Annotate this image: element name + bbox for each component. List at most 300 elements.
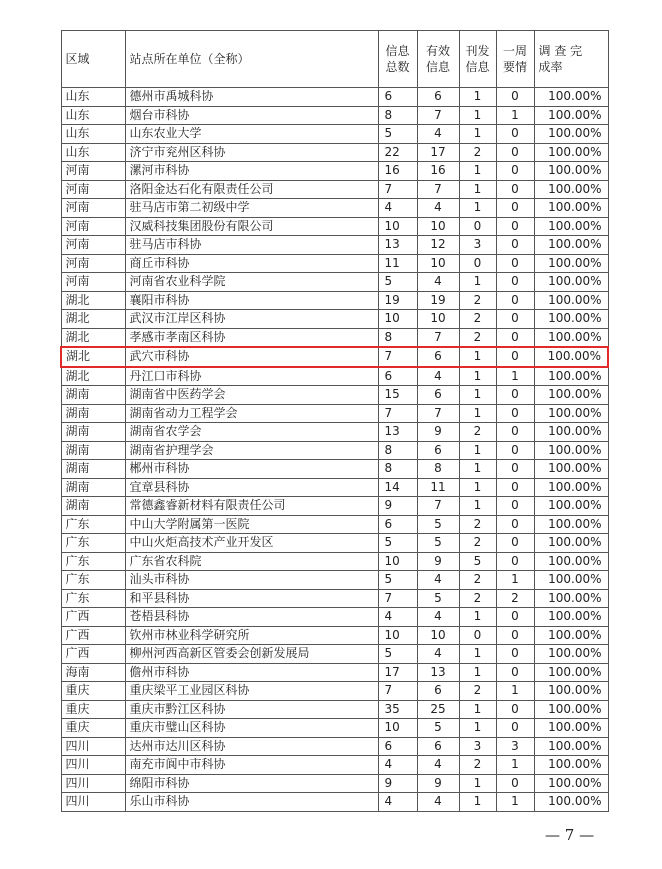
cell-total: 4 [378, 608, 417, 627]
cell-region: 湖北 [61, 367, 125, 386]
header-weekly [496, 31, 534, 88]
cell-published: 1 [459, 460, 496, 479]
cell-total: 7 [378, 404, 417, 423]
cell-total: 9 [378, 497, 417, 516]
cell-weekly: 1 [496, 106, 534, 125]
cell-valid: 12 [417, 236, 459, 255]
cell-published: 1 [459, 478, 496, 497]
cell-published: 3 [459, 236, 496, 255]
cell-published: 2 [459, 589, 496, 608]
cell-valid: 4 [417, 645, 459, 664]
cell-total: 19 [378, 291, 417, 310]
cell-total: 22 [378, 143, 417, 162]
cell-valid: 4 [417, 273, 459, 292]
cell-rate: 100.00% [534, 423, 608, 442]
cell-rate: 100.00% [534, 737, 608, 756]
cell-weekly: 1 [496, 367, 534, 386]
table-row [61, 328, 608, 347]
cell-weekly: 0 [496, 626, 534, 645]
cell-total: 10 [378, 719, 417, 738]
cell-unit: 湖南省护理学会 [125, 441, 378, 460]
table-row [61, 423, 608, 442]
cell-region: 山东 [61, 125, 125, 144]
cell-region: 四川 [61, 756, 125, 775]
cell-unit: 丹江口市科协 [125, 367, 378, 386]
cell-region: 河南 [61, 180, 125, 199]
cell-weekly: 0 [496, 478, 534, 497]
cell-total: 16 [378, 162, 417, 181]
cell-unit: 漯河市科协 [125, 162, 378, 181]
cell-valid: 11 [417, 478, 459, 497]
table-row [61, 310, 608, 329]
cell-rate: 100.00% [534, 793, 608, 812]
cell-valid: 5 [417, 589, 459, 608]
cell-unit: 武穴市科协 [125, 347, 378, 367]
cell-valid: 8 [417, 460, 459, 479]
table-row-highlighted [61, 347, 608, 367]
cell-published: 1 [459, 125, 496, 144]
cell-region: 湖南 [61, 478, 125, 497]
header-total-line2: 总数 [385, 60, 410, 74]
cell-published: 0 [459, 217, 496, 236]
table-row [61, 682, 608, 701]
cell-unit: 驻马店市科协 [125, 236, 378, 255]
cell-rate: 100.00% [534, 534, 608, 553]
cell-region: 河南 [61, 199, 125, 218]
cell-region: 广东 [61, 515, 125, 534]
cell-region: 广西 [61, 645, 125, 664]
table-row [61, 589, 608, 608]
cell-weekly: 0 [496, 199, 534, 218]
table-row [61, 143, 608, 162]
cell-region: 山东 [61, 106, 125, 125]
cell-weekly: 0 [496, 515, 534, 534]
table-row [61, 608, 608, 627]
cell-published: 1 [459, 386, 496, 405]
cell-rate: 100.00% [534, 460, 608, 479]
cell-total: 7 [378, 682, 417, 701]
cell-unit: 济宁市兖州区科协 [125, 143, 378, 162]
cell-published: 2 [459, 143, 496, 162]
cell-valid: 16 [417, 162, 459, 181]
cell-total: 10 [378, 626, 417, 645]
cell-rate: 100.00% [534, 515, 608, 534]
cell-published: 1 [459, 441, 496, 460]
cell-rate: 100.00% [534, 756, 608, 775]
table-row [61, 441, 608, 460]
cell-rate: 100.00% [534, 328, 608, 347]
cell-region: 湖南 [61, 441, 125, 460]
cell-unit: 洛阳金达石化有限责任公司 [125, 180, 378, 199]
cell-total: 8 [378, 460, 417, 479]
cell-published: 1 [459, 404, 496, 423]
table-row [61, 273, 608, 292]
cell-rate: 100.00% [534, 106, 608, 125]
table-row [61, 199, 608, 218]
cell-weekly: 0 [496, 552, 534, 571]
cell-total: 8 [378, 328, 417, 347]
cell-valid: 6 [417, 347, 459, 367]
header-unit: 站点所在单位（全称） [125, 31, 378, 88]
cell-region: 河南 [61, 254, 125, 273]
cell-total: 4 [378, 756, 417, 775]
cell-published: 1 [459, 88, 496, 107]
cell-published: 1 [459, 347, 496, 367]
header-valid [417, 31, 459, 88]
cell-unit: 烟台市科协 [125, 106, 378, 125]
table-row [61, 626, 608, 645]
cell-published: 1 [459, 700, 496, 719]
cell-published: 1 [459, 793, 496, 812]
cell-rate: 100.00% [534, 608, 608, 627]
cell-published: 0 [459, 254, 496, 273]
cell-published: 1 [459, 608, 496, 627]
cell-unit: 广东省农科院 [125, 552, 378, 571]
cell-total: 8 [378, 441, 417, 460]
cell-weekly: 0 [496, 143, 534, 162]
cell-published: 2 [459, 515, 496, 534]
cell-published: 1 [459, 645, 496, 664]
table-row [61, 478, 608, 497]
cell-valid: 10 [417, 217, 459, 236]
cell-valid: 5 [417, 719, 459, 738]
cell-region: 广东 [61, 589, 125, 608]
header-valid-line2: 信息 [425, 60, 450, 74]
cell-valid: 4 [417, 367, 459, 386]
cell-rate: 100.00% [534, 254, 608, 273]
cell-region: 四川 [61, 793, 125, 812]
cell-rate: 100.00% [534, 497, 608, 516]
cell-weekly: 0 [496, 180, 534, 199]
cell-total: 10 [378, 310, 417, 329]
cell-region: 湖南 [61, 423, 125, 442]
cell-valid: 6 [417, 682, 459, 701]
cell-rate: 100.00% [534, 645, 608, 664]
cell-published: 1 [459, 162, 496, 181]
table-row [61, 367, 608, 386]
cell-valid: 5 [417, 515, 459, 534]
cell-region: 湖南 [61, 460, 125, 479]
cell-weekly: 0 [496, 310, 534, 329]
table-row [61, 700, 608, 719]
cell-weekly: 0 [496, 423, 534, 442]
cell-published: 1 [459, 497, 496, 516]
cell-published: 1 [459, 273, 496, 292]
cell-region: 广东 [61, 552, 125, 571]
cell-valid: 7 [417, 404, 459, 423]
cell-published: 2 [459, 571, 496, 590]
cell-weekly: 0 [496, 162, 534, 181]
cell-total: 7 [378, 347, 417, 367]
cell-rate: 100.00% [534, 571, 608, 590]
cell-region: 山东 [61, 143, 125, 162]
cell-unit: 河南省农业科学院 [125, 273, 378, 292]
cell-published: 1 [459, 774, 496, 793]
cell-unit: 苍梧县科协 [125, 608, 378, 627]
cell-valid: 9 [417, 552, 459, 571]
cell-rate: 100.00% [534, 478, 608, 497]
cell-published: 1 [459, 199, 496, 218]
table-row [61, 254, 608, 273]
cell-valid: 7 [417, 328, 459, 347]
cell-weekly: 0 [496, 254, 534, 273]
cell-rate: 100.00% [534, 552, 608, 571]
header-total [378, 31, 417, 88]
table-row [61, 663, 608, 682]
cell-weekly: 0 [496, 774, 534, 793]
cell-weekly: 0 [496, 328, 534, 347]
cell-total: 8 [378, 106, 417, 125]
table-row [61, 571, 608, 590]
table-row [61, 88, 608, 107]
cell-rate: 100.00% [534, 404, 608, 423]
cell-unit: 襄阳市科协 [125, 291, 378, 310]
cell-total: 11 [378, 254, 417, 273]
cell-unit: 中山大学附属第一医院 [125, 515, 378, 534]
cell-weekly: 0 [496, 534, 534, 553]
table-row [61, 236, 608, 255]
cell-published: 0 [459, 626, 496, 645]
cell-valid: 4 [417, 125, 459, 144]
cell-published: 1 [459, 367, 496, 386]
cell-weekly: 1 [496, 682, 534, 701]
cell-unit: 德州市禹城科协 [125, 88, 378, 107]
cell-rate: 100.00% [534, 180, 608, 199]
cell-weekly: 0 [496, 125, 534, 144]
cell-weekly: 0 [496, 347, 534, 367]
cell-published: 1 [459, 719, 496, 738]
cell-region: 重庆 [61, 682, 125, 701]
cell-unit: 和平县科协 [125, 589, 378, 608]
cell-unit: 重庆市黔江区科协 [125, 700, 378, 719]
cell-valid: 25 [417, 700, 459, 719]
cell-unit: 中山火炬高技术产业开发区 [125, 534, 378, 553]
cell-rate: 100.00% [534, 589, 608, 608]
cell-valid: 4 [417, 571, 459, 590]
cell-region: 河南 [61, 236, 125, 255]
cell-published: 1 [459, 180, 496, 199]
cell-weekly: 0 [496, 700, 534, 719]
cell-total: 6 [378, 515, 417, 534]
cell-published: 1 [459, 663, 496, 682]
cell-valid: 7 [417, 180, 459, 199]
cell-region: 湖南 [61, 497, 125, 516]
cell-valid: 4 [417, 608, 459, 627]
cell-region: 广西 [61, 626, 125, 645]
header-published [459, 31, 496, 88]
cell-total: 4 [378, 199, 417, 218]
cell-rate: 100.00% [534, 125, 608, 144]
table-row [61, 291, 608, 310]
cell-weekly: 0 [496, 719, 534, 738]
table-body [61, 88, 608, 812]
cell-unit: 儋州市科协 [125, 663, 378, 682]
cell-region: 湖北 [61, 310, 125, 329]
cell-total: 5 [378, 571, 417, 590]
table-row [61, 217, 608, 236]
cell-weekly: 1 [496, 756, 534, 775]
cell-unit: 武汉市江岸区科协 [125, 310, 378, 329]
cell-unit: 乐山市科协 [125, 793, 378, 812]
cell-rate: 100.00% [534, 291, 608, 310]
header-weekly-line1: 一周 [502, 44, 527, 58]
cell-weekly: 0 [496, 386, 534, 405]
cell-valid: 6 [417, 737, 459, 756]
header-total-line1: 信息 [385, 44, 410, 58]
cell-total: 7 [378, 589, 417, 608]
header-rate-line2: 成率 [538, 60, 563, 74]
cell-unit: 柳州河西高新区管委会创新发展局 [125, 645, 378, 664]
cell-valid: 17 [417, 143, 459, 162]
cell-weekly: 0 [496, 88, 534, 107]
cell-valid: 13 [417, 663, 459, 682]
cell-unit: 南充市阆中市科协 [125, 756, 378, 775]
cell-unit: 郴州市科协 [125, 460, 378, 479]
cell-unit: 商丘市科协 [125, 254, 378, 273]
table-row [61, 460, 608, 479]
cell-valid: 6 [417, 386, 459, 405]
header-region: 区域 [61, 31, 125, 88]
cell-total: 5 [378, 273, 417, 292]
cell-published: 1 [459, 106, 496, 125]
cell-region: 广东 [61, 571, 125, 590]
cell-unit: 重庆市璧山区科协 [125, 719, 378, 738]
cell-rate: 100.00% [534, 719, 608, 738]
cell-valid: 6 [417, 88, 459, 107]
table-row [61, 106, 608, 125]
cell-rate: 100.00% [534, 236, 608, 255]
cell-published: 2 [459, 291, 496, 310]
cell-published: 2 [459, 310, 496, 329]
table-row [61, 774, 608, 793]
cell-rate: 100.00% [534, 217, 608, 236]
cell-region: 广西 [61, 608, 125, 627]
cell-rate: 100.00% [534, 682, 608, 701]
cell-total: 5 [378, 534, 417, 553]
cell-region: 湖南 [61, 386, 125, 405]
cell-unit: 汕头市科协 [125, 571, 378, 590]
cell-rate: 100.00% [534, 273, 608, 292]
cell-region: 湖南 [61, 404, 125, 423]
cell-unit: 重庆梁平工业园区科协 [125, 682, 378, 701]
cell-rate: 100.00% [534, 347, 608, 367]
cell-unit: 湖南省动力工程学会 [125, 404, 378, 423]
cell-valid: 7 [417, 106, 459, 125]
table-row [61, 386, 608, 405]
cell-published: 2 [459, 534, 496, 553]
cell-valid: 10 [417, 254, 459, 273]
table-row [61, 404, 608, 423]
cell-region: 河南 [61, 162, 125, 181]
cell-rate: 100.00% [534, 626, 608, 645]
cell-weekly: 1 [496, 571, 534, 590]
cell-rate: 100.00% [534, 700, 608, 719]
header-valid-line1: 有效 [425, 44, 450, 58]
cell-weekly: 0 [496, 460, 534, 479]
header-rate [534, 31, 608, 88]
cell-rate: 100.00% [534, 663, 608, 682]
site-statistics-table [60, 30, 609, 812]
cell-rate: 100.00% [534, 367, 608, 386]
page-number: — 7 — [545, 826, 595, 844]
cell-total: 10 [378, 217, 417, 236]
cell-region: 湖北 [61, 328, 125, 347]
table-row [61, 719, 608, 738]
table-row [61, 793, 608, 812]
cell-valid: 4 [417, 756, 459, 775]
cell-unit: 驻马店市第二初级中学 [125, 199, 378, 218]
cell-region: 海南 [61, 663, 125, 682]
cell-region: 湖北 [61, 347, 125, 367]
cell-published: 2 [459, 328, 496, 347]
cell-region: 湖北 [61, 291, 125, 310]
cell-valid: 6 [417, 441, 459, 460]
cell-rate: 100.00% [534, 88, 608, 107]
cell-valid: 19 [417, 291, 459, 310]
cell-rate: 100.00% [534, 774, 608, 793]
header-published-line2: 信息 [465, 60, 490, 74]
cell-weekly: 0 [496, 441, 534, 460]
table-row [61, 162, 608, 181]
cell-published: 2 [459, 423, 496, 442]
cell-valid: 9 [417, 423, 459, 442]
cell-valid: 5 [417, 534, 459, 553]
cell-unit: 达州市达川区科协 [125, 737, 378, 756]
cell-total: 14 [378, 478, 417, 497]
cell-weekly: 1 [496, 793, 534, 812]
table-row [61, 645, 608, 664]
cell-total: 5 [378, 125, 417, 144]
cell-published: 2 [459, 756, 496, 775]
table-row [61, 552, 608, 571]
cell-rate: 100.00% [534, 441, 608, 460]
cell-valid: 10 [417, 626, 459, 645]
cell-total: 4 [378, 793, 417, 812]
cell-unit: 湖南省中医药学会 [125, 386, 378, 405]
table-row [61, 737, 608, 756]
cell-valid: 10 [417, 310, 459, 329]
cell-region: 河南 [61, 273, 125, 292]
cell-total: 6 [378, 737, 417, 756]
cell-rate: 100.00% [534, 199, 608, 218]
header-weekly-line2: 要情 [502, 60, 527, 74]
cell-total: 6 [378, 367, 417, 386]
cell-rate: 100.00% [534, 143, 608, 162]
cell-total: 6 [378, 88, 417, 107]
cell-total: 7 [378, 180, 417, 199]
table-row [61, 125, 608, 144]
cell-region: 河南 [61, 217, 125, 236]
cell-total: 9 [378, 774, 417, 793]
cell-weekly: 3 [496, 737, 534, 756]
cell-rate: 100.00% [534, 162, 608, 181]
cell-valid: 9 [417, 774, 459, 793]
cell-unit: 山东农业大学 [125, 125, 378, 144]
cell-total: 17 [378, 663, 417, 682]
table-row [61, 180, 608, 199]
cell-weekly: 0 [496, 236, 534, 255]
cell-weekly: 0 [496, 404, 534, 423]
cell-weekly: 0 [496, 217, 534, 236]
cell-published: 2 [459, 682, 496, 701]
cell-valid: 4 [417, 199, 459, 218]
cell-weekly: 2 [496, 589, 534, 608]
table-header [61, 31, 608, 88]
table-row [61, 497, 608, 516]
cell-region: 重庆 [61, 719, 125, 738]
cell-weekly: 0 [496, 663, 534, 682]
cell-weekly: 0 [496, 497, 534, 516]
